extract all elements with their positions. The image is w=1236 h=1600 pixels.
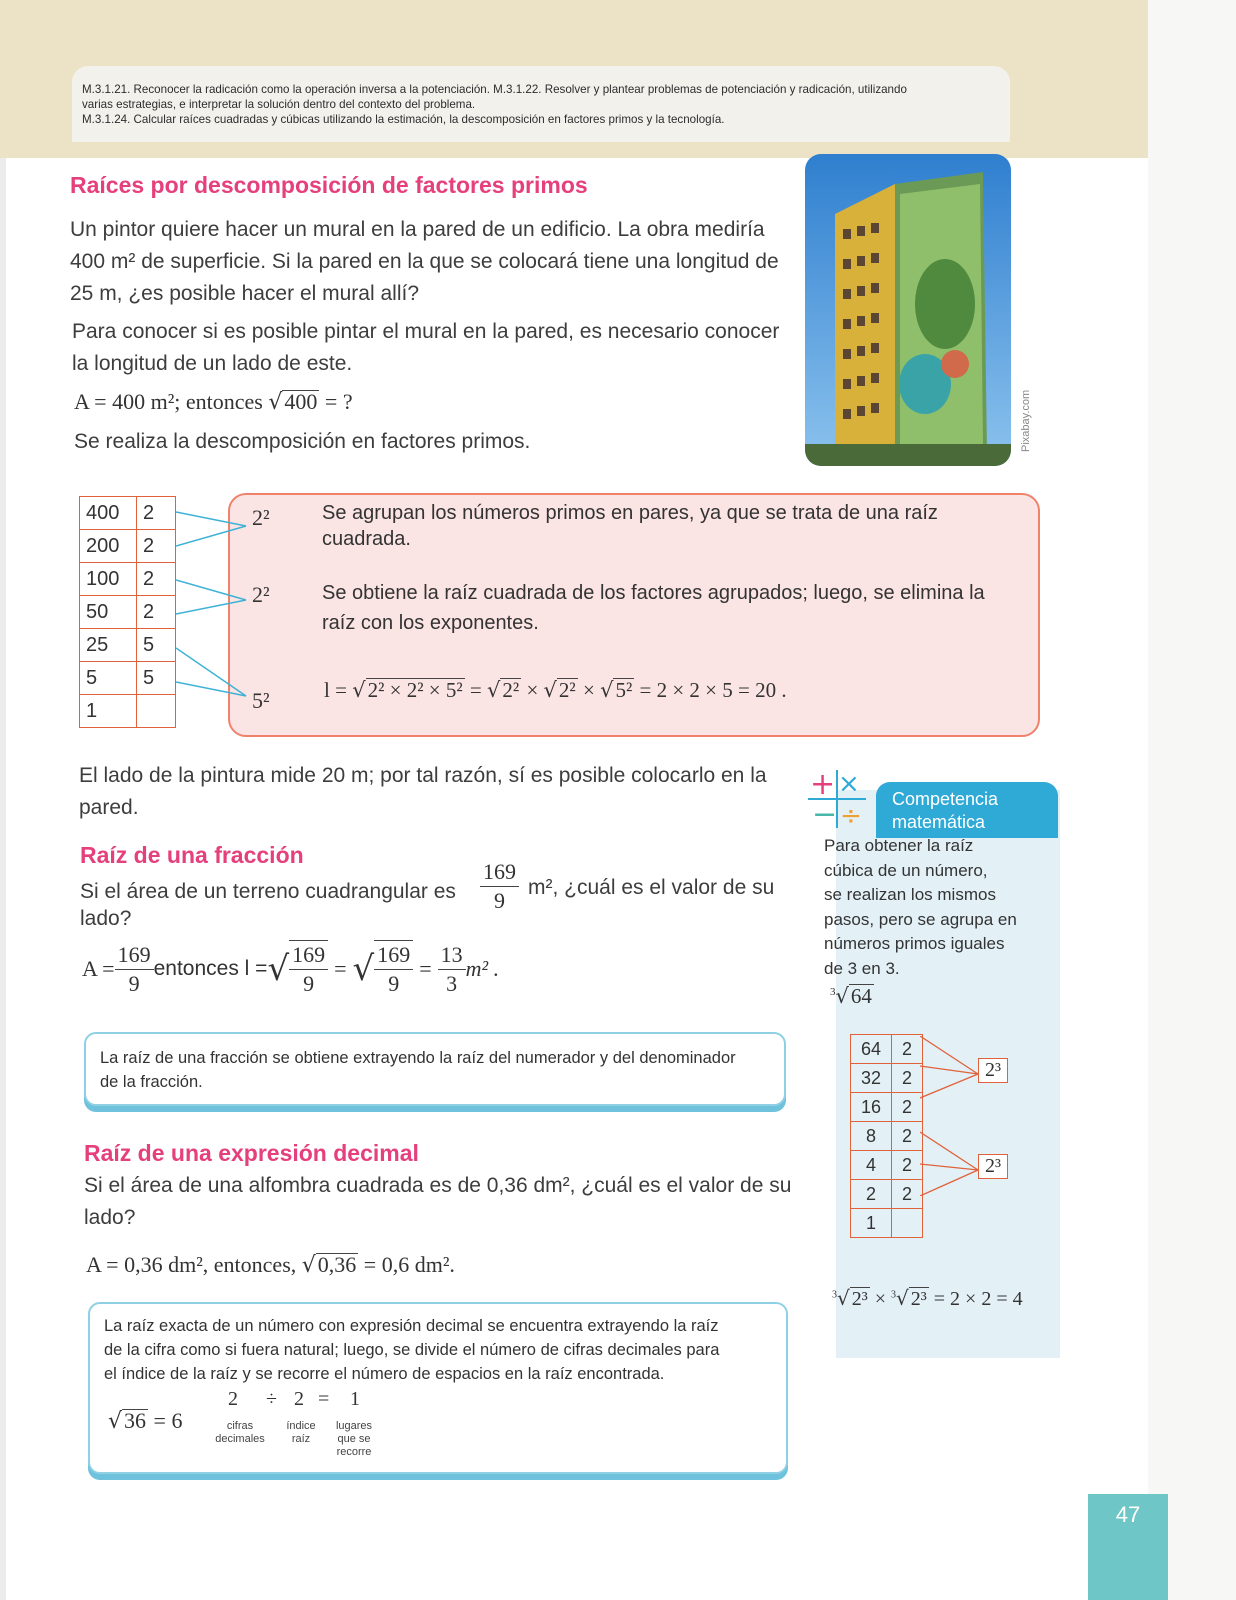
photo-credit-text: Pixabay.com [1020, 389, 1032, 452]
sqrt-icon: √ [835, 984, 849, 1008]
label-places-moved [330, 1420, 378, 1459]
factor-row [80, 695, 176, 728]
radicand: 0,36 [317, 1252, 357, 1277]
fraction-problem-line: m², ¿cuál es el valor de su [528, 876, 775, 899]
sqrt-icon: √ [487, 678, 501, 702]
decimal-formula [86, 1252, 455, 1278]
dividend-cell: 64 [851, 1035, 892, 1064]
cube-root-icon: √ [896, 1286, 909, 1310]
result-fraction [438, 941, 466, 998]
svg-text:×: × [838, 769, 860, 799]
group-2-cubed: 2³ [978, 1154, 1008, 1179]
building-illustration [805, 154, 1011, 466]
text-line: de 3 en 3. [824, 958, 900, 978]
group-2-cubed: 2³ [978, 1058, 1008, 1083]
label-line: raíz [291, 1433, 311, 1445]
group-2-squared: 2² [252, 505, 270, 530]
dividend-cell: 32 [851, 1064, 892, 1093]
building-mural-photo [805, 154, 1011, 466]
op-digits: 2 [228, 1388, 238, 1410]
times: × [869, 1288, 892, 1310]
prime-cell: 2 [892, 1093, 923, 1122]
text-line: cúbica de un número, [824, 860, 988, 880]
sqrt-icon: √ [268, 390, 283, 415]
radicand: 5² [615, 678, 633, 702]
dividend-cell: 2 [851, 1180, 892, 1209]
explain-line: Para conocer si es posible pintar el mural en la pared, es necesario conocer [72, 320, 780, 343]
radicand: 2² [558, 678, 576, 702]
factor-row [80, 596, 176, 629]
factor-row [851, 1122, 923, 1151]
sqrt-icon: √ [543, 678, 557, 702]
section-title-fraction-root: Raíz de una fracción [80, 842, 304, 868]
dividend-cell: 1 [80, 695, 137, 728]
note-line: La raíz de una fracción se obtiene extrayendo la raíz del numerador y del denominador [100, 1049, 736, 1067]
fraction-formula: A = $\frac{169}{9}$ entonces l = √ $\frac{169}{9}$ = √ $\frac{169}{9}$ = $\frac{13}{3}$ m² . [82, 941, 500, 996]
dividend-cell: 25 [80, 629, 137, 662]
prime-cell: 2 [892, 1035, 923, 1064]
sqrt-icon: √ [267, 949, 290, 989]
step-line: Se agrupan los números primos en pares, ya que se trata de una raíz [322, 502, 938, 524]
note-line: de la fracción. [100, 1073, 203, 1091]
svg-text:+: + [810, 767, 836, 802]
page-number: 47 [1088, 1494, 1168, 1600]
text-line: pasos, pero se agrupa en [824, 909, 1017, 929]
right-margin-strip [1148, 0, 1236, 1600]
svg-text:÷: ÷ [840, 801, 862, 830]
formula-left: l = [324, 678, 353, 702]
math-operations-icon [808, 766, 866, 830]
times: × [577, 678, 601, 702]
radicand: 36 [124, 1408, 147, 1433]
side-length-formula [324, 678, 787, 703]
factor-row [80, 530, 176, 563]
op-result: 1 [350, 1388, 360, 1410]
fraction [289, 940, 328, 998]
prime-cell: 2 [892, 1064, 923, 1093]
prime-cell: 2 [892, 1180, 923, 1209]
label-root-index [278, 1420, 324, 1446]
dividend-cell: 400 [80, 497, 137, 530]
decimal-problem [84, 1170, 804, 1234]
fraction-problem-line: Si el área de un terreno cuadrangular es [80, 880, 456, 903]
op-equals: = [318, 1388, 330, 1410]
label-line: recorre [336, 1446, 372, 1458]
problem-fraction [480, 858, 519, 915]
result: = 2 × 2 = 4 [928, 1288, 1023, 1310]
fraction-note-box [84, 1032, 786, 1106]
op-index: 2 [294, 1388, 304, 1410]
root-index: 3 [830, 986, 836, 998]
numerator: 169 [289, 941, 328, 970]
prime-cell [892, 1209, 923, 1238]
dividend-cell: 50 [80, 596, 137, 629]
prime-cell: 2 [892, 1122, 923, 1151]
radicand: 2² [502, 678, 520, 702]
factor-row [80, 497, 176, 530]
radicand: 2³ [910, 1288, 927, 1310]
cube-root-64 [830, 984, 874, 1009]
sqrt-icon: √ [301, 1253, 316, 1278]
cube-grouping-lines [920, 1036, 980, 1196]
note-line: el índice de la raíz y se recorre el número de espacios en la raíz encontrada. [104, 1365, 665, 1383]
formula-b: entonces l = [153, 957, 268, 980]
photo-credit [1018, 384, 1036, 454]
text-line: se realizan los mismos [824, 885, 996, 904]
prime-cell: 5 [137, 629, 176, 662]
text-line: Para obtener la raíz [824, 836, 974, 855]
group-5-squared: 5² [252, 688, 270, 713]
factor-row [80, 629, 176, 662]
learning-objectives [72, 66, 1010, 142]
factor-row [851, 1064, 923, 1093]
problem-line: Si el área de una alfombra cuadrada es de 0,36 dm², ¿cuál es el valor de su [84, 1174, 792, 1197]
step-extract-root [322, 578, 1002, 638]
denominator: 9 [494, 888, 505, 913]
times: × [521, 678, 544, 702]
factor-row [851, 1093, 923, 1122]
note-line: de la cifra como si fuera natural; luego, se divide el número de cifras decimales para [104, 1341, 720, 1359]
prime-cell [137, 695, 176, 728]
step-line: Se obtiene la raíz cuadrada de los factores agrupados; luego, se elimina la [322, 582, 985, 604]
result: = 2 × 2 × 5 = 20 . [634, 678, 787, 702]
note-line: La raíz exacta de un número con expresión decimal se encuentra extrayendo la raíz [104, 1317, 719, 1335]
prime-cell: 2 [137, 530, 176, 563]
cube-factor-table [850, 1034, 923, 1238]
operations-icon [808, 766, 866, 830]
denominator: 9 [128, 970, 140, 996]
dividend-cell: 8 [851, 1122, 892, 1151]
result-unit: m² . [465, 956, 500, 981]
label-line: lugares [335, 1420, 373, 1432]
problem-line: Un pintor quiere hacer un mural en la pared de un edificio. La obra mediría [70, 218, 765, 241]
sqrt-icon: √ [352, 678, 366, 702]
decimal-note-box [88, 1302, 788, 1474]
prime-factor-table [79, 496, 176, 728]
denominator: 9 [388, 971, 400, 996]
factor-row [851, 1035, 923, 1064]
explain-line: la longitud de un lado de este. [72, 352, 353, 375]
cube-root-result: $^3$√ 2³ × $^3$√ 2³ = 2 × 2 = 4 [832, 1286, 1023, 1310]
problem-line: 400 m² de superficie. Si la pared en la que se colocará tiene una longitud de [70, 250, 779, 273]
section-title-decimal-root: Raíz de una expresión decimal [84, 1140, 419, 1166]
radicand: 64 [850, 984, 872, 1008]
fraction [115, 941, 154, 998]
formula-suffix: = ? [319, 389, 353, 414]
label-line: cifras [226, 1420, 254, 1432]
conclusion-text [79, 760, 799, 824]
factor-row [851, 1209, 923, 1238]
op-divide: ÷ [266, 1388, 277, 1410]
title-line: Competencia [892, 789, 999, 809]
numerator: 169 [115, 941, 154, 970]
dividend-cell: 5 [80, 662, 137, 695]
title-line: matemática [892, 812, 986, 832]
prime-cell: 2 [137, 563, 176, 596]
factor-row [80, 662, 176, 695]
area-formula [74, 389, 353, 415]
explain-text [72, 316, 792, 380]
decomposition-intro: Se realiza la descomposición en factores primos. [74, 430, 531, 453]
problem-text [70, 214, 790, 310]
sqrt-icon: √ [352, 949, 375, 989]
example-root [108, 1408, 182, 1434]
equals: = [464, 678, 487, 702]
step-group-pairs [322, 500, 1002, 552]
numerator: 169 [374, 941, 413, 970]
problem-line: 25 m, ¿es posible hacer el mural allí? [70, 282, 419, 305]
dividend-cell: 4 [851, 1151, 892, 1180]
radicand: 400 [284, 389, 318, 414]
numerator: 13 [438, 941, 466, 970]
label-line: decimales [215, 1433, 265, 1445]
factor-row [851, 1180, 923, 1209]
radicand: 2³ [851, 1288, 868, 1310]
step-line: cuadrada. [322, 528, 411, 550]
numerator: 169 [480, 858, 519, 887]
competence-text [824, 834, 1044, 981]
conclusion-line: pared. [79, 796, 139, 819]
objective-line: M.3.1.21. Reconocer la radicación como la operación inversa a la potenciación. M.3.1.22. Resolver y plantear problemas de potenciación y radicación, utilizando [82, 83, 907, 96]
sqrt-icon: √ [108, 1409, 123, 1434]
factor-row [80, 563, 176, 596]
objective-line: varias estrategias, e interpretar la solución dentro del contexto del problema. [82, 98, 476, 111]
formula-a: A = [82, 956, 115, 981]
prime-cell: 2 [892, 1151, 923, 1180]
fraction-problem-line: lado? [80, 907, 132, 930]
section-title-prime-factors: Raíces por descomposición de factores primos [70, 172, 588, 198]
dividend-cell: 16 [851, 1093, 892, 1122]
label-line: que se [337, 1433, 371, 1445]
factor-row [851, 1151, 923, 1180]
denominator: 9 [303, 971, 315, 996]
label-line: índice [286, 1420, 316, 1432]
prime-cell: 5 [137, 662, 176, 695]
step-line: raíz con los exponentes. [322, 612, 539, 634]
problem-line: lado? [84, 1206, 136, 1229]
conclusion-line: El lado de la pintura mide 20 m; por tal razón, sí es posible colocarlo en la [79, 764, 767, 787]
dividend-cell: 100 [80, 563, 137, 596]
text-line: números primos iguales [824, 934, 1005, 953]
label-decimal-digits [212, 1420, 268, 1446]
competence-title-tab [876, 782, 1058, 838]
left-page-edge [0, 158, 6, 1600]
formula-b: = 0,6 dm². [358, 1252, 455, 1277]
formula-a: A = 0,36 dm², entonces, [86, 1252, 302, 1277]
formula-prefix: A = 400 m²; entonces [74, 389, 269, 414]
fraction [374, 940, 413, 998]
example-result: = 6 [148, 1408, 183, 1433]
objective-line: M.3.1.24. Calcular raíces cuadradas y cúbicas utilizando la estimación, la descomposición en factores primos y la tecnología. [82, 113, 725, 126]
grouping-lines [176, 500, 286, 720]
group-2-squared: 2² [252, 582, 270, 607]
dividend-cell: 1 [851, 1209, 892, 1238]
prime-cell: 2 [137, 497, 176, 530]
svg-text:−: − [812, 797, 838, 830]
cube-root-icon: √ [837, 1286, 850, 1310]
sqrt-icon: √ [600, 678, 614, 702]
prime-cell: 2 [137, 596, 176, 629]
radicand: 2² × 2² × 5² [367, 678, 463, 702]
denominator: 3 [446, 970, 458, 996]
dividend-cell: 200 [80, 530, 137, 563]
